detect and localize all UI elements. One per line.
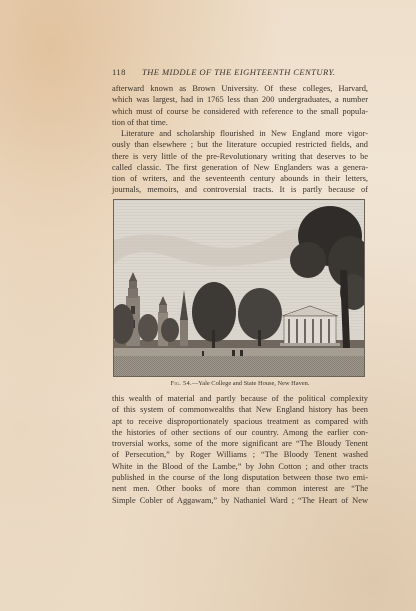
text-line: tion of that time. bbox=[112, 117, 168, 127]
paragraph-1 bbox=[112, 83, 368, 128]
text-line: published in the course of the long disputation between those two emi- bbox=[112, 473, 368, 483]
page-header bbox=[112, 67, 370, 79]
page-number: 118 bbox=[112, 67, 126, 77]
text-line: the histories of other sections of our country. Among the earlier con- bbox=[112, 427, 368, 437]
text-line: afterward known as Brown University. Of these colleges, Harvard, bbox=[112, 84, 368, 93]
text-line: this wealth of material and partly because of the political complexity bbox=[112, 394, 368, 403]
text-line: there is very little of the pre-Revolutionary writing that deserves to be bbox=[112, 151, 368, 161]
text-line: Literature and scholarship flourished in New England more vigor- bbox=[121, 129, 368, 138]
text-line: Simple Cobler of Aggawam,” by Nathaniel Ward ; “The Heart of New bbox=[112, 495, 368, 505]
text-line: nent men. Other books of more than common interest are “The bbox=[112, 484, 368, 494]
text-line: White in the Blood of the Lambe,” by John Cotton ; and other tracts bbox=[112, 461, 368, 471]
text-line: which must of course be considered with reference to the small popula- bbox=[112, 106, 368, 116]
figure-caption-text: —Yale College and State House, New Haven. bbox=[191, 380, 310, 387]
figure-label: Fig. 54. bbox=[170, 380, 192, 387]
paragraph-3 bbox=[112, 393, 368, 506]
engraving-yale-college-state-house bbox=[113, 199, 365, 377]
running-title: THE MIDDLE OF THE EIGHTEENTH CENTURY. bbox=[142, 67, 336, 77]
text-line: tion of writers, and the seventeenth century abounds in their letters, bbox=[112, 174, 368, 184]
text-line: troversial works, some of the more significant are “The Bloudy Tenent bbox=[112, 439, 368, 449]
text-line: apt to receive disproportionately spacious treatment as compared with bbox=[112, 416, 368, 426]
text-line: which was largest, had in 1765 less than 200 undergraduates, a number bbox=[112, 95, 368, 105]
text-line: called classic. The first generation of New Englanders was a genera- bbox=[112, 162, 368, 172]
text-line: journals, memoirs, and controversial tracts. It is partly because of bbox=[112, 185, 368, 195]
text-line: of this system of commonwealths that New England history has been bbox=[112, 405, 368, 415]
paragraph-2 bbox=[112, 128, 368, 196]
text-line: of Persecution,” by Roger Williams ; “The Bloody Tenent washed bbox=[112, 450, 368, 460]
text-line: ously than elsewhere ; but the literature occupied restricted fields, and bbox=[112, 140, 368, 150]
figure-caption bbox=[112, 380, 368, 387]
